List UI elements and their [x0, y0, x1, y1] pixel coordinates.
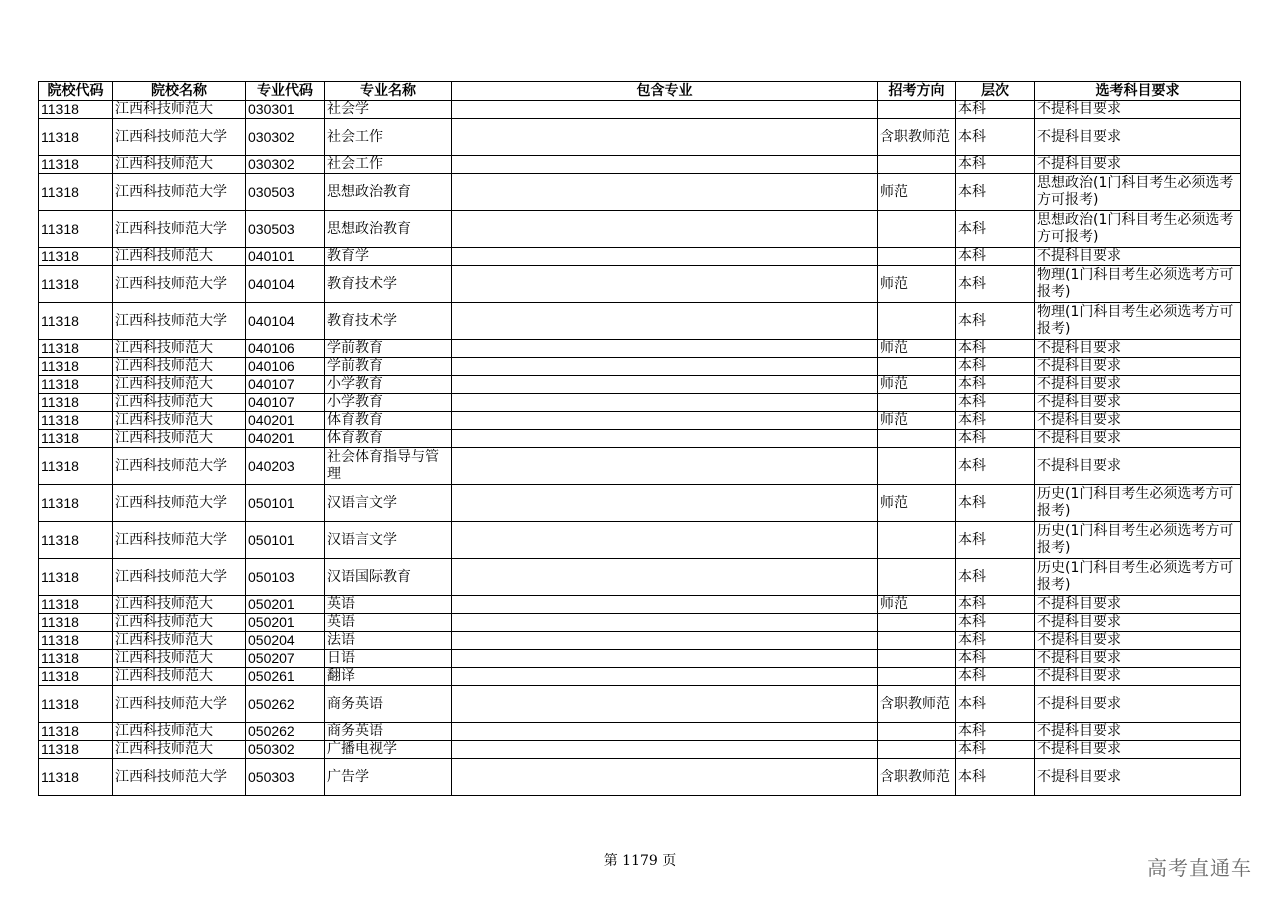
cell-contains [452, 412, 878, 430]
table-row [39, 340, 1241, 358]
cell-level: 本科 [956, 394, 1035, 412]
cell-contains [452, 723, 878, 741]
cell-school-name: 江西科技师范大 [113, 723, 246, 741]
cell-contains [452, 650, 878, 668]
cell-direction: 师范 [878, 376, 956, 394]
cell-major-code: 050303 [246, 759, 325, 796]
table-row [39, 119, 1241, 156]
cell-school-code: 11318 [39, 632, 113, 650]
cell-school-name: 江西科技师范大学 [113, 448, 246, 485]
cell-major-code: 030503 [246, 211, 325, 248]
cell-school-name: 江西科技师范大学 [113, 266, 246, 303]
cell-requirement: 不提科目要求 [1035, 340, 1241, 358]
cell-contains [452, 174, 878, 211]
table-row [39, 632, 1241, 650]
cell-requirement: 不提科目要求 [1035, 759, 1241, 796]
cell-major-code: 030302 [246, 156, 325, 174]
cell-contains [452, 632, 878, 650]
cell-major-name: 汉语言文学 [325, 522, 452, 559]
cell-school-code: 11318 [39, 119, 113, 156]
cell-level: 本科 [956, 559, 1035, 596]
cell-direction [878, 650, 956, 668]
cell-major-name: 英语 [325, 614, 452, 632]
table-row [39, 358, 1241, 376]
cell-contains [452, 119, 878, 156]
table-row [39, 303, 1241, 340]
cell-school-code: 11318 [39, 340, 113, 358]
cell-requirement: 不提科目要求 [1035, 156, 1241, 174]
cell-major-code: 040107 [246, 376, 325, 394]
header-level: 层次 [956, 82, 1035, 101]
cell-major-code: 030302 [246, 119, 325, 156]
cell-school-code: 11318 [39, 412, 113, 430]
cell-major-name: 学前教育 [325, 358, 452, 376]
cell-level: 本科 [956, 101, 1035, 119]
cell-school-code: 11318 [39, 668, 113, 686]
cell-requirement: 不提科目要求 [1035, 101, 1241, 119]
cell-major-name: 广播电视学 [325, 741, 452, 759]
table-row [39, 412, 1241, 430]
cell-requirement: 不提科目要求 [1035, 376, 1241, 394]
cell-school-code: 11318 [39, 266, 113, 303]
cell-major-code: 030301 [246, 101, 325, 119]
cell-requirement: 历史(1门科目考生必须选考方可报考) [1035, 485, 1241, 522]
cell-school-name: 江西科技师范大 [113, 596, 246, 614]
cell-major-name: 学前教育 [325, 340, 452, 358]
header-major-name: 专业名称 [325, 82, 452, 101]
cell-major-code: 040203 [246, 448, 325, 485]
cell-direction [878, 101, 956, 119]
table-row [39, 614, 1241, 632]
cell-requirement: 不提科目要求 [1035, 448, 1241, 485]
cell-school-name: 江西科技师范大 [113, 156, 246, 174]
cell-direction [878, 723, 956, 741]
cell-level: 本科 [956, 119, 1035, 156]
table-row [39, 485, 1241, 522]
cell-school-name: 江西科技师范大学 [113, 211, 246, 248]
cell-major-name: 广告学 [325, 759, 452, 796]
header-direction: 招考方向 [878, 82, 956, 101]
cell-major-name: 社会工作 [325, 119, 452, 156]
cell-direction: 含职教师范 [878, 686, 956, 723]
cell-school-code: 11318 [39, 156, 113, 174]
cell-school-code: 11318 [39, 614, 113, 632]
cell-major-name: 体育教育 [325, 430, 452, 448]
cell-school-name: 江西科技师范大 [113, 248, 246, 266]
cell-major-code: 040201 [246, 430, 325, 448]
cell-requirement: 物理(1门科目考生必须选考方可报考) [1035, 266, 1241, 303]
cell-school-code: 11318 [39, 101, 113, 119]
cell-level: 本科 [956, 668, 1035, 686]
cell-contains [452, 156, 878, 174]
cell-major-name: 思想政治教育 [325, 211, 452, 248]
cell-level: 本科 [956, 650, 1035, 668]
cell-contains [452, 668, 878, 686]
cell-requirement: 不提科目要求 [1035, 394, 1241, 412]
cell-school-name: 江西科技师范大 [113, 614, 246, 632]
cell-level: 本科 [956, 596, 1035, 614]
cell-major-code: 050207 [246, 650, 325, 668]
cell-school-name: 江西科技师范大 [113, 101, 246, 119]
cell-level: 本科 [956, 723, 1035, 741]
cell-major-name: 商务英语 [325, 723, 452, 741]
cell-level: 本科 [956, 448, 1035, 485]
watermark-logo-text: 高考直通车 [1147, 856, 1252, 880]
cell-school-code: 11318 [39, 686, 113, 723]
cell-school-name: 江西科技师范大 [113, 376, 246, 394]
header-school-code: 院校代码 [39, 82, 113, 101]
table-row [39, 686, 1241, 723]
table-row [39, 266, 1241, 303]
cell-direction [878, 522, 956, 559]
cell-major-name: 小学教育 [325, 394, 452, 412]
cell-direction [878, 448, 956, 485]
cell-requirement: 不提科目要求 [1035, 668, 1241, 686]
cell-requirement: 历史(1门科目考生必须选考方可报考) [1035, 522, 1241, 559]
cell-contains [452, 303, 878, 340]
table-row [39, 759, 1241, 796]
cell-major-code: 040106 [246, 340, 325, 358]
table-row [39, 741, 1241, 759]
cell-school-code: 11318 [39, 248, 113, 266]
table-row [39, 430, 1241, 448]
cell-requirement: 不提科目要求 [1035, 596, 1241, 614]
cell-major-code: 050262 [246, 723, 325, 741]
page-number: 第 1179 页 [603, 853, 677, 869]
cell-direction: 含职教师范 [878, 119, 956, 156]
cell-school-code: 11318 [39, 303, 113, 340]
cell-school-name: 江西科技师范大 [113, 430, 246, 448]
table-row [39, 448, 1241, 485]
cell-major-name: 教育技术学 [325, 266, 452, 303]
cell-direction [878, 430, 956, 448]
cell-major-code: 040104 [246, 303, 325, 340]
cell-major-code: 040101 [246, 248, 325, 266]
cell-major-code: 050101 [246, 522, 325, 559]
cell-school-name: 江西科技师范大 [113, 668, 246, 686]
cell-direction: 含职教师范 [878, 759, 956, 796]
cell-contains [452, 596, 878, 614]
cell-level: 本科 [956, 266, 1035, 303]
cell-contains [452, 448, 878, 485]
cell-level: 本科 [956, 485, 1035, 522]
table-row [39, 559, 1241, 596]
cell-major-name: 法语 [325, 632, 452, 650]
cell-requirement: 物理(1门科目考生必须选考方可报考) [1035, 303, 1241, 340]
cell-school-code: 11318 [39, 211, 113, 248]
cell-school-name: 江西科技师范大 [113, 650, 246, 668]
cell-school-code: 11318 [39, 559, 113, 596]
cell-direction: 师范 [878, 485, 956, 522]
cell-major-code: 050204 [246, 632, 325, 650]
cell-level: 本科 [956, 522, 1035, 559]
cell-school-code: 11318 [39, 596, 113, 614]
cell-direction [878, 741, 956, 759]
cell-direction: 师范 [878, 174, 956, 211]
cell-major-name: 英语 [325, 596, 452, 614]
cell-school-code: 11318 [39, 759, 113, 796]
cell-level: 本科 [956, 430, 1035, 448]
cell-major-code: 050261 [246, 668, 325, 686]
cell-major-code: 030503 [246, 174, 325, 211]
cell-requirement: 不提科目要求 [1035, 614, 1241, 632]
cell-requirement: 思想政治(1门科目考生必须选考方可报考) [1035, 174, 1241, 211]
cell-school-name: 江西科技师范大学 [113, 174, 246, 211]
cell-direction: 师范 [878, 596, 956, 614]
cell-contains [452, 394, 878, 412]
cell-level: 本科 [956, 156, 1035, 174]
table-row [39, 596, 1241, 614]
cell-major-code: 040107 [246, 394, 325, 412]
cell-requirement: 思想政治(1门科目考生必须选考方可报考) [1035, 211, 1241, 248]
cell-level: 本科 [956, 741, 1035, 759]
cell-direction [878, 614, 956, 632]
table-row [39, 650, 1241, 668]
cell-school-name: 江西科技师范大 [113, 741, 246, 759]
cell-direction: 师范 [878, 266, 956, 303]
cell-requirement: 不提科目要求 [1035, 650, 1241, 668]
cell-direction [878, 668, 956, 686]
cell-major-name: 商务英语 [325, 686, 452, 723]
cell-school-code: 11318 [39, 430, 113, 448]
cell-requirement: 不提科目要求 [1035, 412, 1241, 430]
cell-level: 本科 [956, 303, 1035, 340]
cell-school-code: 11318 [39, 650, 113, 668]
cell-level: 本科 [956, 759, 1035, 796]
cell-school-name: 江西科技师范大 [113, 358, 246, 376]
cell-major-name: 社会体育指导与管理 [325, 448, 452, 485]
cell-direction: 师范 [878, 340, 956, 358]
cell-school-code: 11318 [39, 448, 113, 485]
cell-school-name: 江西科技师范大学 [113, 559, 246, 596]
cell-school-code: 11318 [39, 522, 113, 559]
cell-level: 本科 [956, 248, 1035, 266]
cell-level: 本科 [956, 358, 1035, 376]
header-row [39, 82, 1241, 101]
cell-school-code: 11318 [39, 174, 113, 211]
cell-school-name: 江西科技师范大学 [113, 485, 246, 522]
cell-requirement: 不提科目要求 [1035, 723, 1241, 741]
cell-school-name: 江西科技师范大学 [113, 119, 246, 156]
cell-school-name: 江西科技师范大 [113, 632, 246, 650]
cell-level: 本科 [956, 340, 1035, 358]
cell-level: 本科 [956, 686, 1035, 723]
cell-major-code: 040104 [246, 266, 325, 303]
table-row [39, 394, 1241, 412]
cell-contains [452, 340, 878, 358]
cell-school-code: 11318 [39, 741, 113, 759]
cell-contains [452, 759, 878, 796]
cell-direction [878, 632, 956, 650]
cell-school-name: 江西科技师范大学 [113, 522, 246, 559]
cell-major-name: 日语 [325, 650, 452, 668]
cell-school-code: 11318 [39, 485, 113, 522]
cell-school-name: 江西科技师范大学 [113, 686, 246, 723]
cell-level: 本科 [956, 174, 1035, 211]
admission-table [38, 81, 1241, 796]
cell-school-code: 11318 [39, 376, 113, 394]
cell-contains [452, 266, 878, 303]
cell-level: 本科 [956, 412, 1035, 430]
cell-direction [878, 156, 956, 174]
cell-major-code: 050201 [246, 596, 325, 614]
cell-school-name: 江西科技师范大学 [113, 759, 246, 796]
cell-major-code: 050103 [246, 559, 325, 596]
cell-contains [452, 358, 878, 376]
cell-major-code: 050101 [246, 485, 325, 522]
cell-major-name: 教育学 [325, 248, 452, 266]
cell-contains [452, 485, 878, 522]
cell-requirement: 不提科目要求 [1035, 632, 1241, 650]
cell-contains [452, 686, 878, 723]
table-body [39, 101, 1241, 796]
cell-direction [878, 248, 956, 266]
cell-major-code: 040201 [246, 412, 325, 430]
cell-major-name: 汉语国际教育 [325, 559, 452, 596]
cell-school-code: 11318 [39, 358, 113, 376]
cell-contains [452, 614, 878, 632]
cell-school-name: 江西科技师范大学 [113, 303, 246, 340]
header-school-name: 院校名称 [113, 82, 246, 101]
cell-major-code: 050302 [246, 741, 325, 759]
table-row [39, 522, 1241, 559]
cell-requirement: 不提科目要求 [1035, 686, 1241, 723]
table-row [39, 668, 1241, 686]
cell-school-code: 11318 [39, 394, 113, 412]
cell-major-name: 思想政治教育 [325, 174, 452, 211]
table-row [39, 101, 1241, 119]
cell-direction [878, 559, 956, 596]
cell-school-name: 江西科技师范大 [113, 394, 246, 412]
cell-requirement: 不提科目要求 [1035, 358, 1241, 376]
cell-contains [452, 376, 878, 394]
header-contains: 包含专业 [452, 82, 878, 101]
cell-major-name: 小学教育 [325, 376, 452, 394]
cell-major-name: 翻译 [325, 668, 452, 686]
table-row [39, 376, 1241, 394]
cell-contains [452, 741, 878, 759]
cell-level: 本科 [956, 376, 1035, 394]
table-row [39, 156, 1241, 174]
table-row [39, 174, 1241, 211]
cell-school-code: 11318 [39, 723, 113, 741]
header-major-code: 专业代码 [246, 82, 325, 101]
cell-major-name: 社会工作 [325, 156, 452, 174]
cell-level: 本科 [956, 632, 1035, 650]
cell-major-code: 040106 [246, 358, 325, 376]
cell-direction: 师范 [878, 412, 956, 430]
cell-major-code: 050201 [246, 614, 325, 632]
cell-major-name: 社会学 [325, 101, 452, 119]
cell-direction [878, 394, 956, 412]
cell-major-name: 汉语言文学 [325, 485, 452, 522]
table-row [39, 211, 1241, 248]
cell-contains [452, 211, 878, 248]
cell-requirement: 历史(1门科目考生必须选考方可报考) [1035, 559, 1241, 596]
cell-contains [452, 101, 878, 119]
cell-school-name: 江西科技师范大 [113, 340, 246, 358]
cell-contains [452, 430, 878, 448]
cell-direction [878, 303, 956, 340]
cell-contains [452, 248, 878, 266]
cell-level: 本科 [956, 614, 1035, 632]
cell-requirement: 不提科目要求 [1035, 430, 1241, 448]
header-requirement: 选考科目要求 [1035, 82, 1241, 101]
table-row [39, 248, 1241, 266]
table-row [39, 723, 1241, 741]
cell-contains [452, 522, 878, 559]
cell-requirement: 不提科目要求 [1035, 248, 1241, 266]
cell-major-name: 体育教育 [325, 412, 452, 430]
cell-requirement: 不提科目要求 [1035, 119, 1241, 156]
cell-direction [878, 211, 956, 248]
cell-contains [452, 559, 878, 596]
cell-major-code: 050262 [246, 686, 325, 723]
cell-major-name: 教育技术学 [325, 303, 452, 340]
cell-direction [878, 358, 956, 376]
cell-level: 本科 [956, 211, 1035, 248]
cell-school-name: 江西科技师范大 [113, 412, 246, 430]
cell-requirement: 不提科目要求 [1035, 741, 1241, 759]
